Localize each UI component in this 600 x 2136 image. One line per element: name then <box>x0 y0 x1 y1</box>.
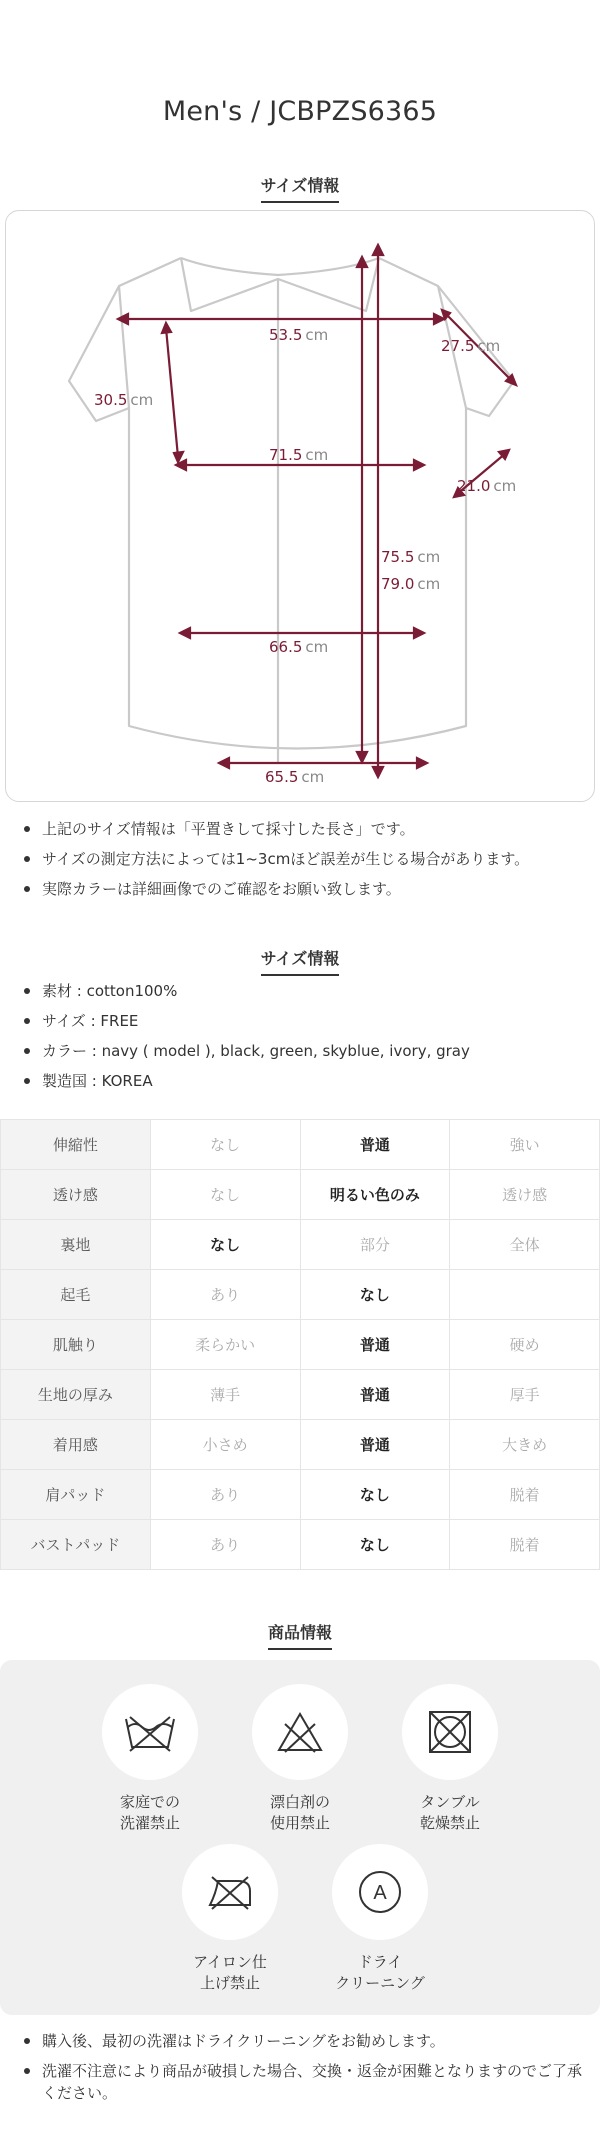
note-item: サイズの測定方法によっては1~3cmほど誤差が生じる場合があります。 <box>22 848 582 870</box>
attribute-option: 脱着 <box>450 1470 600 1520</box>
care-instructions-panel <box>0 1660 600 2015</box>
care-no-wash: 家庭での 洗濯禁止 <box>75 1684 225 1834</box>
attribute-row <box>1 1170 600 1220</box>
attribute-option-selected: なし <box>300 1270 450 1320</box>
note-item: 上記のサイズ情報は「平置きして採寸した長さ」です。 <box>22 818 582 840</box>
attribute-option: あり <box>150 1520 300 1570</box>
attribute-row <box>1 1470 600 1520</box>
no-bleach-icon <box>252 1684 348 1780</box>
attribute-option: 厚手 <box>450 1370 600 1420</box>
attribute-option: なし <box>150 1120 300 1170</box>
product-title: Men's / JCBPZS6365 <box>162 96 438 127</box>
attribute-row <box>1 1520 600 1570</box>
attribute-option: 透け感 <box>450 1170 600 1220</box>
attribute-row <box>1 1270 600 1320</box>
attribute-label: 着用感 <box>1 1420 151 1470</box>
dry-clean-icon <box>332 1844 428 1940</box>
no-iron-icon <box>182 1844 278 1940</box>
note-item: 購入後、最初の洗濯はドライクリーニングをお勧めします。 <box>22 2030 582 2052</box>
attribute-label: 生地の厚み <box>1 1370 151 1420</box>
no-tumble-dry-icon <box>402 1684 498 1780</box>
size-notes <box>22 818 582 908</box>
attribute-option: 小さめ <box>150 1420 300 1470</box>
attribute-option: なし <box>150 1170 300 1220</box>
attribute-option-selected: なし <box>150 1220 300 1270</box>
size-info-heading: サイズ情報 <box>0 173 600 203</box>
attribute-option: 柔らかい <box>150 1320 300 1370</box>
measure-body-width: 71.5 cm <box>269 446 329 464</box>
attribute-option: 薄手 <box>150 1370 300 1420</box>
attribute-row <box>1 1220 600 1270</box>
attribute-option: 大きめ <box>450 1420 600 1470</box>
attribute-option-selected: 普通 <box>300 1120 450 1170</box>
care-no-bleach: 漂白剤の 使用禁止 <box>225 1684 375 1834</box>
measure-shoulder: 27.5 cm <box>441 337 501 355</box>
attribute-option <box>450 1270 600 1320</box>
note-item: 洗濯不注意により商品が破損した場合、交換・返金が困難となりますのでご了承ください。 <box>22 2060 582 2104</box>
attribute-row <box>1 1370 600 1420</box>
fabric-attributes-table <box>0 1119 600 1570</box>
measure-armhole: 30.5 cm <box>94 391 154 409</box>
attribute-option: 強い <box>450 1120 600 1170</box>
size-diagram <box>5 210 595 802</box>
attribute-option: あり <box>150 1270 300 1320</box>
spec-material: 素材 : cotton100% <box>22 980 582 1002</box>
no-wash-icon <box>102 1684 198 1780</box>
care-notes <box>22 2030 582 2112</box>
spec-colors: カラー : navy ( model ), black, green, skyblue, ivory, gray <box>22 1040 582 1062</box>
attribute-label: 透け感 <box>1 1170 151 1220</box>
care-no-tumble-dry: タンブル 乾燥禁止 <box>375 1684 525 1834</box>
product-info-heading: 商品情報 <box>0 1620 600 1650</box>
note-item: 実際カラーは詳細画像でのご確認をお願い致します。 <box>22 878 582 900</box>
spec-heading: サイズ情報 <box>0 946 600 976</box>
attribute-row <box>1 1420 600 1470</box>
attribute-label: 肌触り <box>1 1320 151 1370</box>
care-no-iron: アイロン仕 上げ禁止 <box>155 1844 305 1994</box>
attribute-option-selected: なし <box>300 1470 450 1520</box>
spec-size: サイズ : FREE <box>22 1010 582 1032</box>
attribute-option: 硬め <box>450 1320 600 1370</box>
attribute-label: 肩パッド <box>1 1470 151 1520</box>
measure-waist: 66.5 cm <box>269 638 329 656</box>
spec-origin: 製造国 : KOREA <box>22 1070 582 1092</box>
attribute-row <box>1 1320 600 1370</box>
attribute-option-selected: 普通 <box>300 1420 450 1470</box>
attribute-option: 脱着 <box>450 1520 600 1570</box>
attribute-option-selected: なし <box>300 1520 450 1570</box>
measure-chest: 53.5 cm <box>269 326 329 344</box>
attribute-label: 伸縮性 <box>1 1120 151 1170</box>
attribute-option-selected: 明るい色のみ <box>300 1170 450 1220</box>
attribute-option-selected: 普通 <box>300 1370 450 1420</box>
measure-hem: 65.5 cm <box>265 768 325 786</box>
attribute-label: バストパッド <box>1 1520 151 1570</box>
spec-list <box>22 980 582 1100</box>
attribute-option: 部分 <box>300 1220 450 1270</box>
shirt-diagram <box>6 211 596 803</box>
measurement-lines <box>118 245 516 777</box>
attribute-option-selected: 普通 <box>300 1320 450 1370</box>
attribute-label: 裏地 <box>1 1220 151 1270</box>
care-dry-clean: A ドライ クリーニング <box>305 1844 455 1994</box>
attribute-option: 全体 <box>450 1220 600 1270</box>
attribute-row <box>1 1120 600 1170</box>
attribute-label: 起毛 <box>1 1270 151 1320</box>
measure-front-length: 75.5 cm <box>381 548 441 566</box>
measure-back-length: 79.0 cm <box>381 575 441 593</box>
attribute-option: あり <box>150 1470 300 1520</box>
measure-sleeve: 21.0 cm <box>457 477 517 495</box>
svg-text:A: A <box>373 1882 387 1904</box>
